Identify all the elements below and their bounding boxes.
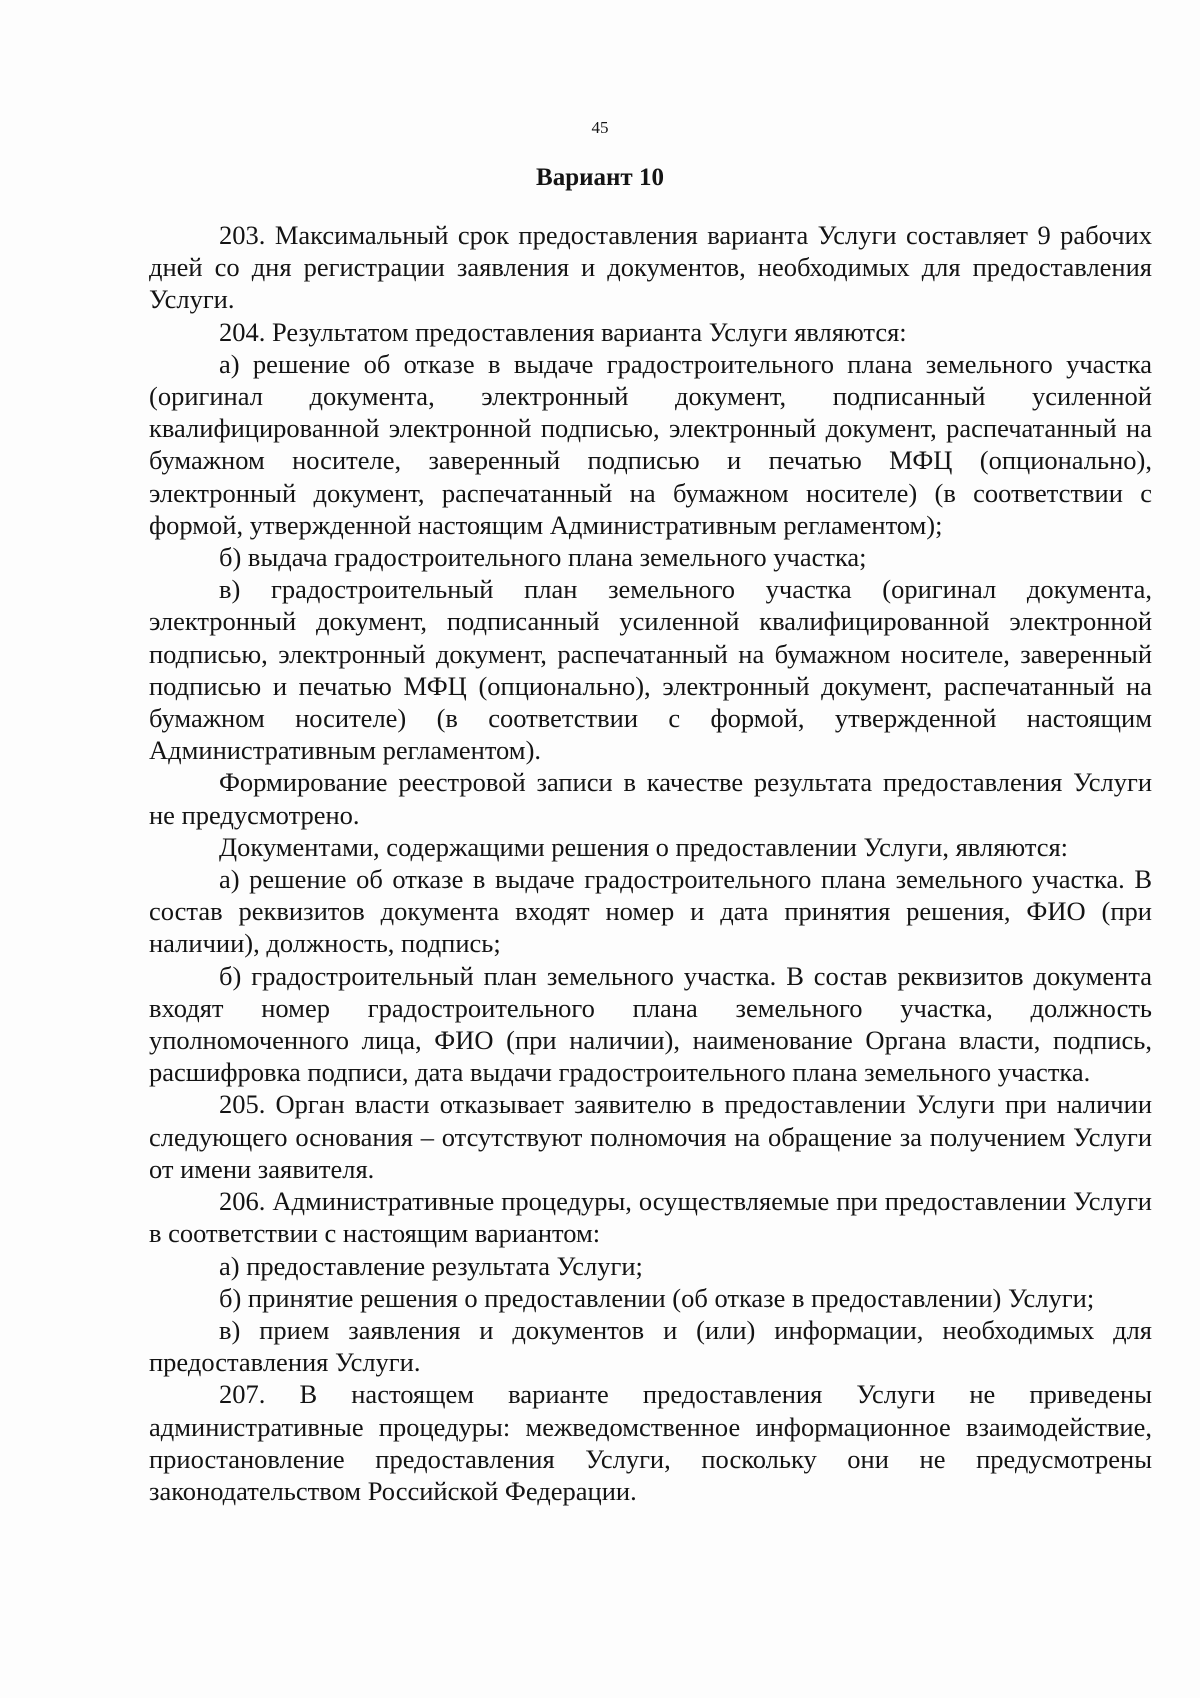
paragraph-204-b: б) выдача градостроительного плана земельного участка; — [219, 542, 867, 573]
document-body — [149, 219, 1152, 1507]
paragraph-204: 204. Результатом предоставления варианта Услуги являются: — [219, 316, 907, 347]
paragraph-decision-documents: Документами, содержащими решения о предоставлении Услуги, являются: — [219, 831, 1069, 862]
page-number: 45 — [591, 118, 609, 137]
paragraph-204-v: в) градостроительный план земельного участка (оригинал документа, электронный документ, подписанный усиленной квалифицированной электронной подписью, электронный документ, распечатанный на бумажном носителе, заверенный подписью и печатью МФЦ (опционально), электронный документ, распечатанный на бумажном носителе) (в соответствии с формой, утвержденной настоящим Административным регламентом). — [149, 574, 1152, 766]
paragraph-206-v: в) прием заявления и документов и (или) информации, необходимых для предоставления Услуги. — [149, 1314, 1152, 1378]
paragraph-decision-a: а) решение об отказе в выдаче градостроительного плана земельного участка. В состав реквизитов документа входят номер и дата принятия решения, ФИО (при наличии), должность, подпись; — [149, 864, 1152, 959]
paragraph-206-b: б) принятие решения о предоставлении (об отказе в предоставлении) Услуги; — [219, 1282, 1095, 1313]
section-heading: Вариант 10 — [536, 164, 664, 191]
paragraph-206: 206. Административные процедуры, осуществляемые при предоставлении Услуги в соответствии с настоящим вариантом: — [149, 1186, 1152, 1249]
paragraph-206-a: а) предоставление результата Услуги; — [219, 1250, 643, 1281]
paragraph-decision-b: б) градостроительный план земельного участка. В состав реквизитов документа входят номер градостроительного плана земельного участка, должность уполномоченного лица, ФИО (при наличии), наименование Органа власти, подпись, расшифровка подписи, дата выдачи градостроительного плана земельного участка. — [149, 960, 1152, 1088]
paragraph-205: 205. Орган власти отказывает заявителю в предоставлении Услуги при наличии следующего основания – отсутствуют полномочия на обращение за получением Услуги от имени заявителя. — [149, 1089, 1152, 1184]
paragraph-203: 203. Максимальный срок предоставления варианта Услуги составляет 9 рабочих дней со дня регистрации заявления и документов, необходимых для предоставления Услуги. — [149, 220, 1152, 315]
paragraph-207: 207. В настоящем варианте предоставления Услуги не приведены административные процедуры: межведомственное информационное взаимодействие, приостановление предоставления Услуги, поскольку они не предусмотрены законодательством Российской Федерации. — [149, 1379, 1152, 1506]
paragraph-registry-record: Формирование реестровой записи в качестве результата предоставления Услуги не предусмотрено. — [149, 767, 1152, 830]
paragraph-204-a: а) решение об отказе в выдаче градостроительного плана земельного участка (оригинал документа, электронный документ, подписанный усиленной квалифицированной электронной подписью, электронный документ, распечатанный на бумажном носителе, заверенный подписью и печатью МФЦ (опционально), электронный документ, распечатанный на бумажном носителе) (в соответствии с формой, утвержденной настоящим Административным регламентом); — [149, 348, 1152, 540]
